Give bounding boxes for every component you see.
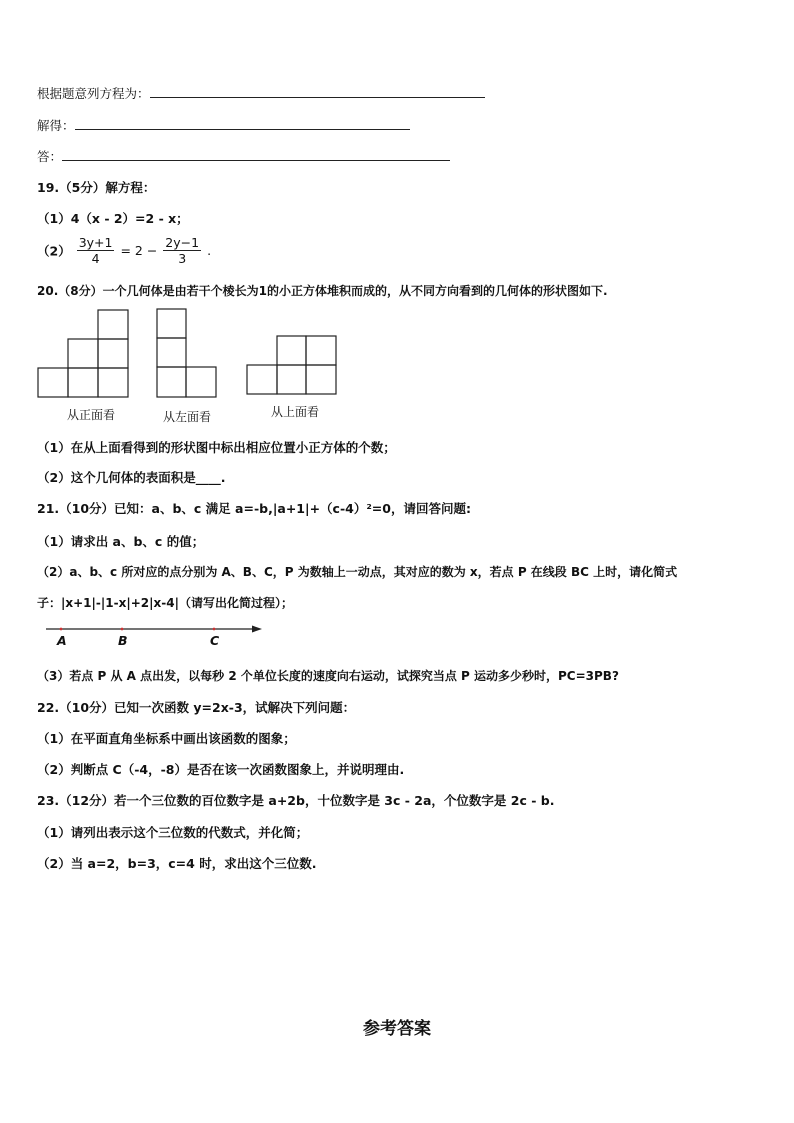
q19-part1 bbox=[37, 209, 189, 227]
equation-line bbox=[37, 84, 485, 102]
number-line bbox=[40, 618, 270, 652]
q21-part3: （3）若点 P 从 A 点出发，以每秒 2 个单位长度的速度向右运动，试探究当点 P 运动多少秒时，PC=3PB? bbox=[37, 669, 619, 683]
q23-part2: （2）当 a=2，b=3，c=4 时，求出这个三位数. bbox=[37, 856, 317, 871]
arrow-right-icon bbox=[252, 626, 262, 633]
fraction-1 bbox=[77, 235, 115, 266]
q22-part2: （2）判断点 C（-4，-8）是否在该一次函数图象上，并说明理由. bbox=[37, 762, 405, 777]
q19-part2 bbox=[37, 235, 211, 266]
q19-part1-equation: 4（x - 2）=2 - x； bbox=[70, 211, 189, 226]
q19-part2-prefix: （2） bbox=[37, 243, 71, 259]
point-c-mark bbox=[213, 628, 216, 631]
q23-header: 23.（12分）若一个三位数的百位数字是 a+2b，十位数字是 3c - 2a，个位数字是 2c - b. bbox=[37, 793, 555, 808]
reference-answer-title: 参考答案 bbox=[363, 1019, 431, 1039]
q19-header: 19.（5分）解方程： bbox=[37, 180, 156, 195]
q19-part2-end: . bbox=[207, 243, 212, 258]
q20-header: 20.（8分）一个几何体是由若干个棱长为1的小正方体堆积而成的，从不同方向看到的几何体的形状图如下. bbox=[37, 284, 608, 298]
q20-part2: （2）这个几何体的表面积是____. bbox=[37, 470, 226, 485]
fraction-2-denominator: 3 bbox=[178, 251, 187, 266]
fraction-1-numerator: 3y+1 bbox=[78, 235, 113, 250]
front-view-grid bbox=[38, 310, 128, 397]
shape-views bbox=[30, 303, 360, 403]
q22-header: 22.（10分）已知一次函数 y=2x-3，试解决下列问题： bbox=[37, 700, 356, 715]
point-a-mark bbox=[60, 628, 63, 631]
solve-line bbox=[37, 116, 410, 134]
q23-part1: （1）请列出表示这个三位数的代数式，并化简； bbox=[37, 825, 309, 840]
q20-part1: （1）在从上面看得到的形状图中标出相应位置小正方体的个数； bbox=[37, 440, 396, 455]
axis-label-c: C bbox=[210, 633, 220, 648]
axis-label-b: B bbox=[118, 633, 128, 648]
fraction-1-denominator: 4 bbox=[91, 251, 100, 266]
point-b-mark bbox=[121, 628, 124, 631]
solve-label: 解得： bbox=[37, 118, 75, 133]
front-view-label: 从正面看 bbox=[66, 408, 115, 422]
answer-blank bbox=[62, 159, 450, 161]
fraction-2-numerator: 2y−1 bbox=[165, 235, 200, 250]
q21-part2-line2: 子：|x+1|-|1-x|+2|x-4|（请写出化简过程）； bbox=[37, 596, 293, 610]
q19-part1-prefix: （1） bbox=[37, 211, 71, 226]
fraction-2 bbox=[163, 235, 201, 266]
answer-label: 答： bbox=[37, 149, 63, 164]
axis-label-a: A bbox=[57, 633, 67, 648]
solve-blank bbox=[75, 128, 410, 130]
top-view-label: 从上面看 bbox=[270, 405, 319, 419]
q21-part1: （1）请求出 a、b、c 的值； bbox=[37, 534, 205, 549]
q19-part2-middle: = 2 − bbox=[120, 243, 158, 258]
top-view-grid bbox=[247, 336, 336, 394]
q21-header: 21.（10分）已知：a、b、c 满足 a=-b,|a+1|+（c-4）²=0，请回答问题: bbox=[37, 501, 471, 516]
answer-line bbox=[37, 147, 450, 165]
equation-blank bbox=[150, 96, 485, 98]
left-view-label: 从左面看 bbox=[162, 410, 211, 424]
left-view-grid bbox=[157, 309, 216, 397]
q22-part1: （1）在平面直角坐标系中画出该函数的图象； bbox=[37, 731, 296, 746]
q21-part2-line1: （2）a、b、c 所对应的点分别为 A、B、C，P 为数轴上一动点，其对应的数为 x，若点 P 在线段 BC 上时，请化简式 bbox=[37, 565, 678, 579]
equation-label: 根据题意列方程为： bbox=[37, 86, 150, 101]
